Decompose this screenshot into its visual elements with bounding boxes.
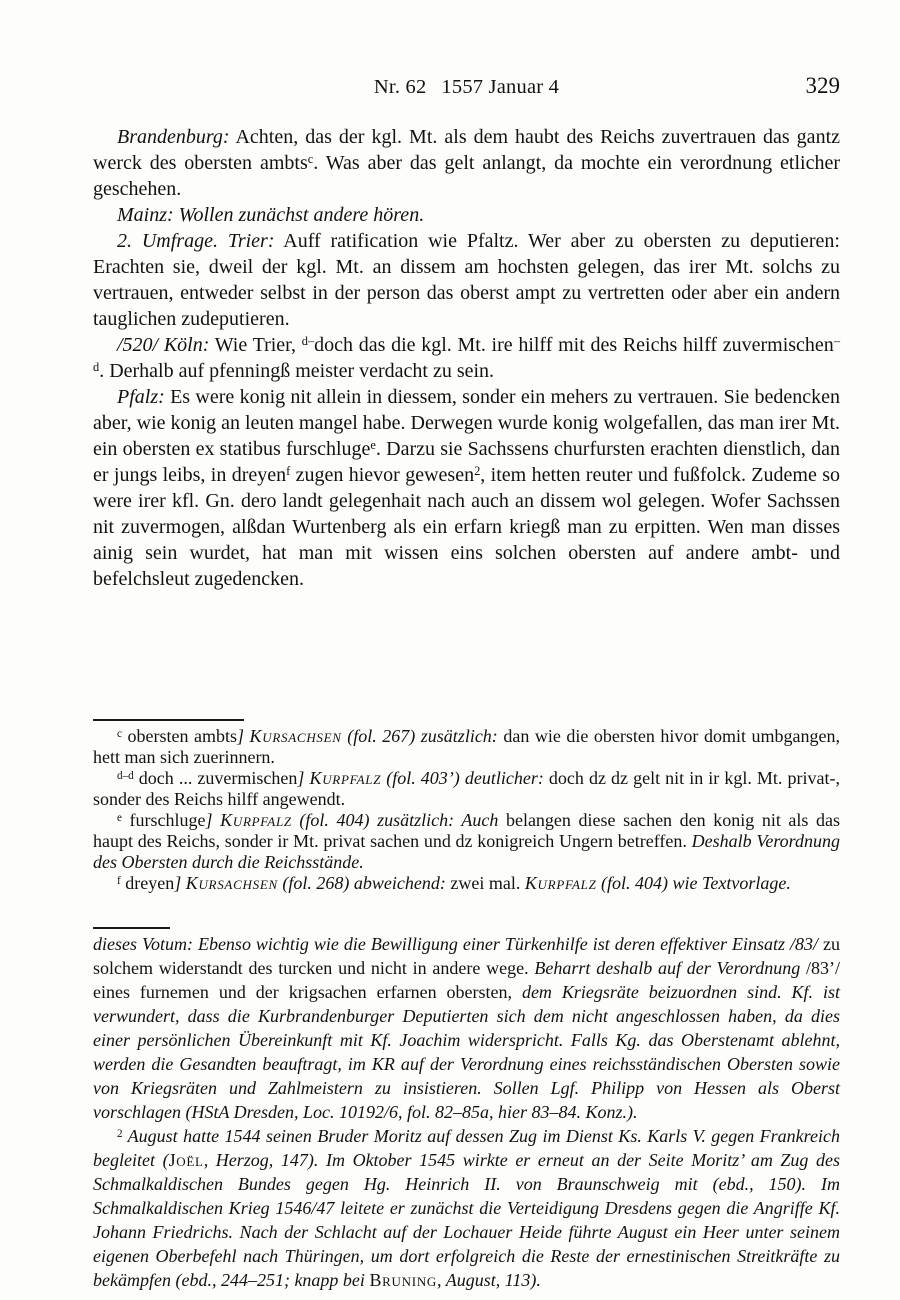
text-segment: dem Kriegsräte beizuordnen sind. Kf. ist verwundert, dass die Kurbrandenburger Deputierten sich dem nicht angeschlossen haben, da dies einer persönlichen Übereinkunft mit Kf. Joachim widerspricht. Falls Kg. das Oberstenamt ablehnt, werden die Gesandten beauftragt, im KR auf der Verordnung eines reichsständischen Obersten sowie von Kriegsräten und Zahlmeistern zu insistieren. Sollen Lgf. Philipp von Hessen als Oberst vorschlagen (HStA Dresden, Loc. 10192/6, fol. 82–85a, hier 83–84. Konz.). bbox=[93, 982, 840, 1122]
text-segment: Es were konig nit allein in diessem, sonder ein mehers zu vertrauen. Sie bedencken aber, wie konig an leuten mangel habe. Derwegen wurde konig wolgefallen, das man irer Mt. ein obersten ex statibus furschluge bbox=[93, 386, 840, 460]
text-segment: Beharrt deshalb auf der Verordnung bbox=[534, 958, 801, 978]
doc-number: Nr. 62 bbox=[373, 76, 427, 98]
text-segment: August hatte 1544 seinen Bruder Moritz auf dessen Zug im Dienst Ks. Karls V. gegen Frankreich begleitet ( bbox=[93, 1126, 840, 1170]
text-segment: 2 bbox=[474, 464, 481, 479]
text-segment: Joël bbox=[168, 1150, 204, 1170]
text-segment: . Darzu sie Sachssens churfursten erachten dienstlich, dan er jungs leibs, in dreyen bbox=[93, 438, 840, 486]
text-segment: doch ... zuvermischen bbox=[133, 768, 298, 788]
text-segment: 2. Umfrage. Trier: bbox=[117, 230, 275, 252]
footnote bbox=[93, 1124, 840, 1292]
text-segment: e bbox=[117, 811, 122, 824]
text-segment: (fol. 404) wie Textvorlage. bbox=[596, 873, 791, 893]
text-segment: c bbox=[307, 152, 314, 167]
text-segment: d– bbox=[301, 334, 315, 349]
text-segment: . Derhalb auf pfenningß meister verdacht zu sein. bbox=[99, 360, 495, 382]
text-segment: f bbox=[286, 464, 291, 479]
text-segment: Kursachsen bbox=[249, 726, 342, 746]
footnote-separator-rule bbox=[93, 927, 170, 929]
page-header bbox=[93, 73, 840, 99]
main-text-block bbox=[93, 124, 840, 592]
text-segment: Bruning bbox=[369, 1270, 438, 1290]
text-segment: /520/ Köln: bbox=[117, 334, 210, 356]
text-segment: e bbox=[370, 438, 376, 453]
text-segment: Brandenburg: bbox=[117, 126, 230, 148]
text-segment: (fol. 268) abweichend: bbox=[277, 873, 446, 893]
text-segment: zugen hievor gewesen bbox=[290, 464, 475, 486]
body-paragraph bbox=[93, 332, 840, 384]
page-number: 329 bbox=[805, 73, 840, 98]
doc-date: 1557 Januar 4 bbox=[441, 76, 560, 98]
text-segment: zwei mal. bbox=[445, 873, 525, 893]
text-segment: Auff ratification wie Pfaltz. Wer aber zu obersten zu deputieren: Erachten sie, dweil der kgl. Mt. an dissem am hochsten gelegen, das irer Mt. solchs zu vertrauen, entweder selbst in der person das oberst ampt zu vertretten oder aber ein andern tauglichen zudeputieren. bbox=[93, 230, 840, 330]
text-segment: ] bbox=[205, 810, 221, 830]
footnote bbox=[93, 932, 840, 1124]
text-segment: . Was aber das gelt anlangt, da mochte ein verordnung etlicher geschehen. bbox=[93, 152, 841, 200]
text-segment: Pfalz: bbox=[117, 386, 165, 408]
body-paragraph bbox=[93, 124, 840, 202]
text-segment: , item hetten reuter und fußfolck. Zudeme so were irer kfl. Gn. dero landt gelegenhait nach auch an dissem wol gelegen. Wofer Sachssen nit zuvermogen, alßdan Wurtenberg als ein erfarn kriegß man zu erpitten. Wen man disses ainig sein wurdet, hat man mit wissen eins solchen obersten auf andere ambt- und befelchsleut zugedencken. bbox=[93, 464, 840, 590]
text-segment: –d bbox=[93, 334, 841, 375]
apparatus-note bbox=[93, 873, 840, 894]
text-segment: (fol. 403’) deutlicher: bbox=[381, 768, 544, 788]
footnotes-block bbox=[93, 932, 840, 1292]
text-segment: Mainz: Wollen zunächst andere hören. bbox=[117, 204, 425, 226]
text-segment: /83’/ eines furnemen und der krigsachen erfarnen obersten, bbox=[93, 958, 840, 1002]
text-segment: Deshalb Verordnung des Obersten durch die Reichsstände. bbox=[93, 831, 840, 872]
text-segment: obersten ambts bbox=[121, 726, 237, 746]
text-segment: d–d bbox=[117, 769, 134, 782]
text-segment: ] bbox=[174, 873, 186, 893]
apparatus-note bbox=[93, 810, 840, 873]
text-segment: f bbox=[117, 874, 121, 887]
text-segment: furschluge bbox=[121, 810, 206, 830]
apparatus-separator-rule bbox=[93, 719, 244, 721]
text-segment: ] bbox=[237, 726, 250, 746]
text-segment: Wie Trier, bbox=[209, 334, 302, 356]
text-segment: belangen diese sachen den konig nit als das haupt des Reichs, sonder ir Mt. privat sachen und dz konigreich Ungern betreffen. bbox=[93, 810, 840, 851]
text-segment: dan wie die obersten hivor domit umbgangen, hett man sich zuerinnern. bbox=[93, 726, 840, 767]
apparatus-note bbox=[93, 726, 840, 768]
text-segment: ] bbox=[297, 768, 310, 788]
text-segment: Kurpfalz bbox=[220, 810, 292, 830]
body-paragraph bbox=[93, 228, 840, 332]
text-segment: , August, 113). bbox=[437, 1270, 541, 1290]
text-segment: doch dz dz gelt nit in ir kgl. Mt. privat-, sonder des Reichs hilff angewendt. bbox=[93, 768, 840, 809]
body-paragraph bbox=[93, 384, 840, 592]
critical-apparatus-block bbox=[93, 726, 840, 894]
text-segment: Kurpfalz bbox=[309, 768, 382, 788]
text-segment: 2 bbox=[117, 1127, 123, 1140]
text-segment: dieses Votum: Ebenso wichtig wie die Bewilligung einer Türkenhilfe ist deren effektiver Einsatz /83/ bbox=[93, 934, 819, 954]
text-segment: zu solchem widerstandt des turcken und nicht in andere wege. bbox=[93, 934, 840, 978]
text-segment: c bbox=[117, 727, 122, 740]
text-segment: Kurpfalz bbox=[524, 873, 597, 893]
text-segment: Achten, das der kgl. Mt. als dem haubt des Reichs zuvertrauen das gantz werck des obersten ambts bbox=[93, 126, 840, 174]
text-segment: dreyen bbox=[120, 873, 175, 893]
text-segment: doch das die kgl. Mt. ire hilff mit des Reichs hilff zuvermischen bbox=[314, 334, 834, 356]
text-segment: , Herzog, 147). Im Oktober 1545 wirkte er erneut an der Seite Moritz’ am Zug des Schmalkaldischen Bundes gegen Hg. Heinrich II. von Braunschweig mit (ebd., 150). Im Schmalkaldischen Krieg 1546/47 leitete er zunächst die Verteidigung Dresdens gegen die Angriffe Kf. Johann Friedrichs. Nach der Schlacht auf der Lochauer Heide führte August ein Heer unter seinem eigenen Oberbefehl nach Thüringen, um dort erfolgreich die Reste der ernestinischen Streitkräfte zu bekämpfen (ebd., 244–251; knapp bei bbox=[93, 1150, 841, 1290]
body-paragraph bbox=[93, 202, 840, 228]
text-segment: (fol. 404) zusätzlich: Auch bbox=[291, 810, 499, 830]
running-head bbox=[93, 76, 840, 99]
apparatus-note bbox=[93, 768, 840, 810]
text-segment: (fol. 267) zusätzlich: bbox=[341, 726, 498, 746]
text-segment: Kursachsen bbox=[185, 873, 278, 893]
